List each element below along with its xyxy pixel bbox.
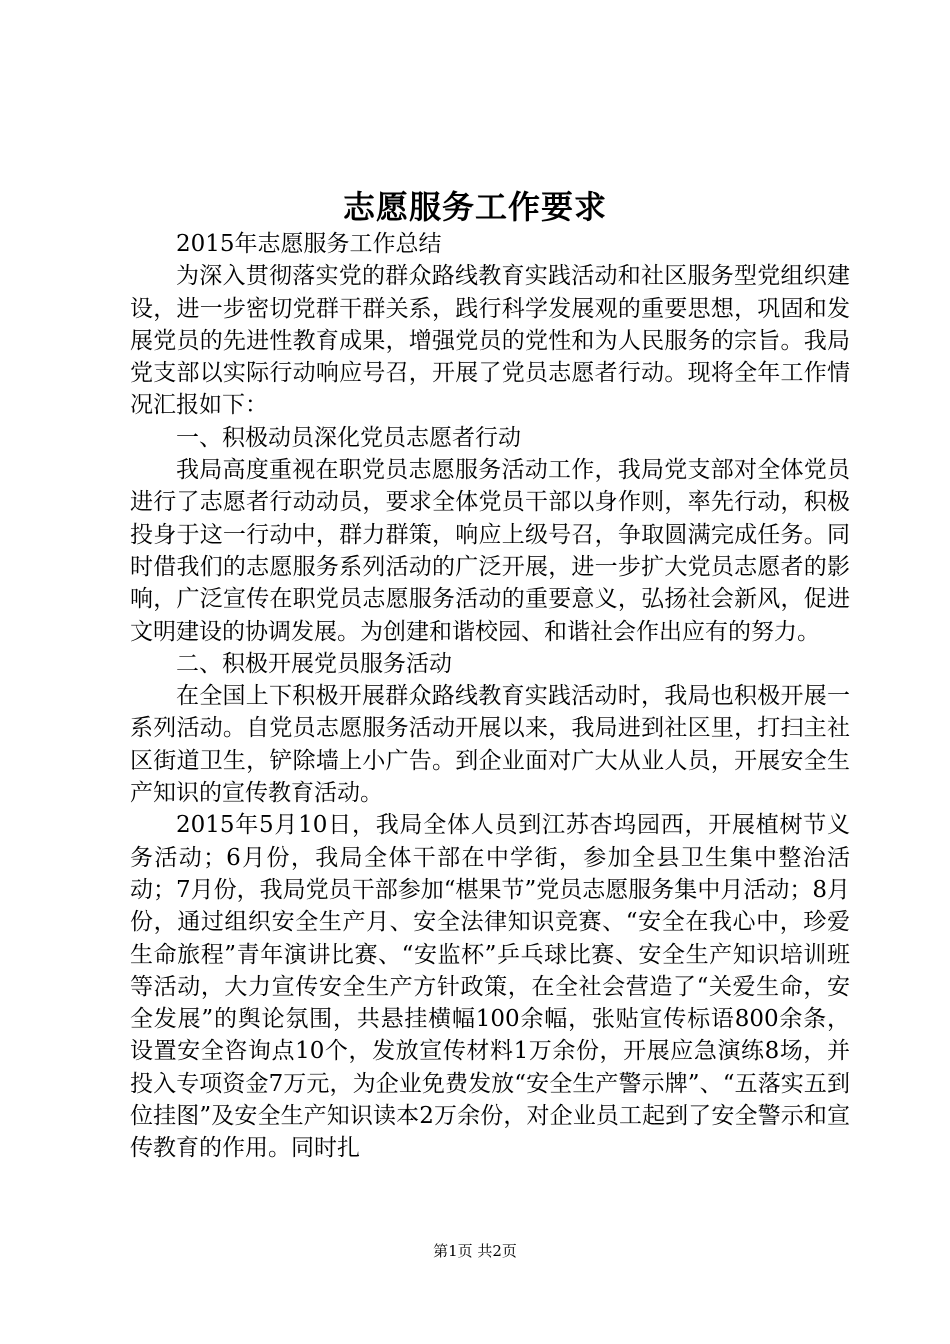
section-1-paragraph: 我局高度重视在职党员志愿服务活动工作，我局党支部对全体党员进行了志愿者行动动员，要求全体党员干部以身作则，率先行动，积极投身于这一行动中，群力群策，响应上级号召，争取圆满完成任务。同时借我们的志愿服务系列活动的广泛开展，进一步扩大党员志愿者的影响，广泛宣传在职党员志愿服务活动的重要意义，弘扬社会新风，促进文明建设的协调发展。为创建和谐校园、和谐社会作出应有的努力。 bbox=[130, 457, 850, 645]
intro-paragraph: 为深入贯彻落实党的群众路线教育实践活动和社区服务型党组织建设，进一步密切党群干群关系，践行科学发展观的重要思想，巩固和发展党员的先进性教育成果，增强党员的党性和为人民服务的宗旨。我局党支部以实际行动响应号召，开展了党员志愿者行动。现将全年工作情况汇报如下： bbox=[130, 263, 850, 419]
activities-paragraph: 2015年5月10日，我局全体人员到江苏杏坞园西，开展植树节义务活动；6月份，我局全体干部在中学街，参加全县卫生集中整治活动；7月份，我局党员干部参加“椹果节”党员志愿服务集中月活动；8月份，通过组织安全生产月、安全法律知识竞赛、“安全在我心中，珍爱生命旅程”青年演讲比赛、“安监杯”乒乓球比赛、安全生产知识培训班等活动，大力宣传安全生产方针政策，在全社会营造了“关爱生命，安全发展”的舆论氛围，共悬挂横幅100余幅，张贴宣传标语800余条，设置安全咨询点10个，发放宣传材料1万余份，开展应急演练8场，并投入专项资金7万元，为企业免费发放“安全生产警示牌”、“五落实五到位挂图”及安全生产知识读本2万余份，对企业员工起到了安全警示和宣传教育的作用。同时扎 bbox=[130, 812, 850, 1162]
section-heading-2: 二、积极开展党员服务活动 bbox=[176, 650, 452, 677]
subtitle-paragraph: 2015年志愿服务工作总结 bbox=[176, 231, 442, 257]
page-footer: 第1页 共2页 bbox=[433, 1242, 517, 1260]
document-title: 志愿服务工作要求 bbox=[342, 188, 607, 226]
section-2-paragraph: 在全国上下积极开展群众路线教育实践活动时，我局也积极开展一系列活动。自党员志愿服务活动开展以来，我局进到社区里，打扫主社区街道卫生，铲除墙上小广告。到企业面对广大从业人员，开展安全生产知识的宣传教育活动。 bbox=[130, 683, 850, 807]
section-heading-1: 一、积极动员深化党员志愿者行动 bbox=[176, 424, 521, 451]
document-body bbox=[130, 228, 850, 1165]
